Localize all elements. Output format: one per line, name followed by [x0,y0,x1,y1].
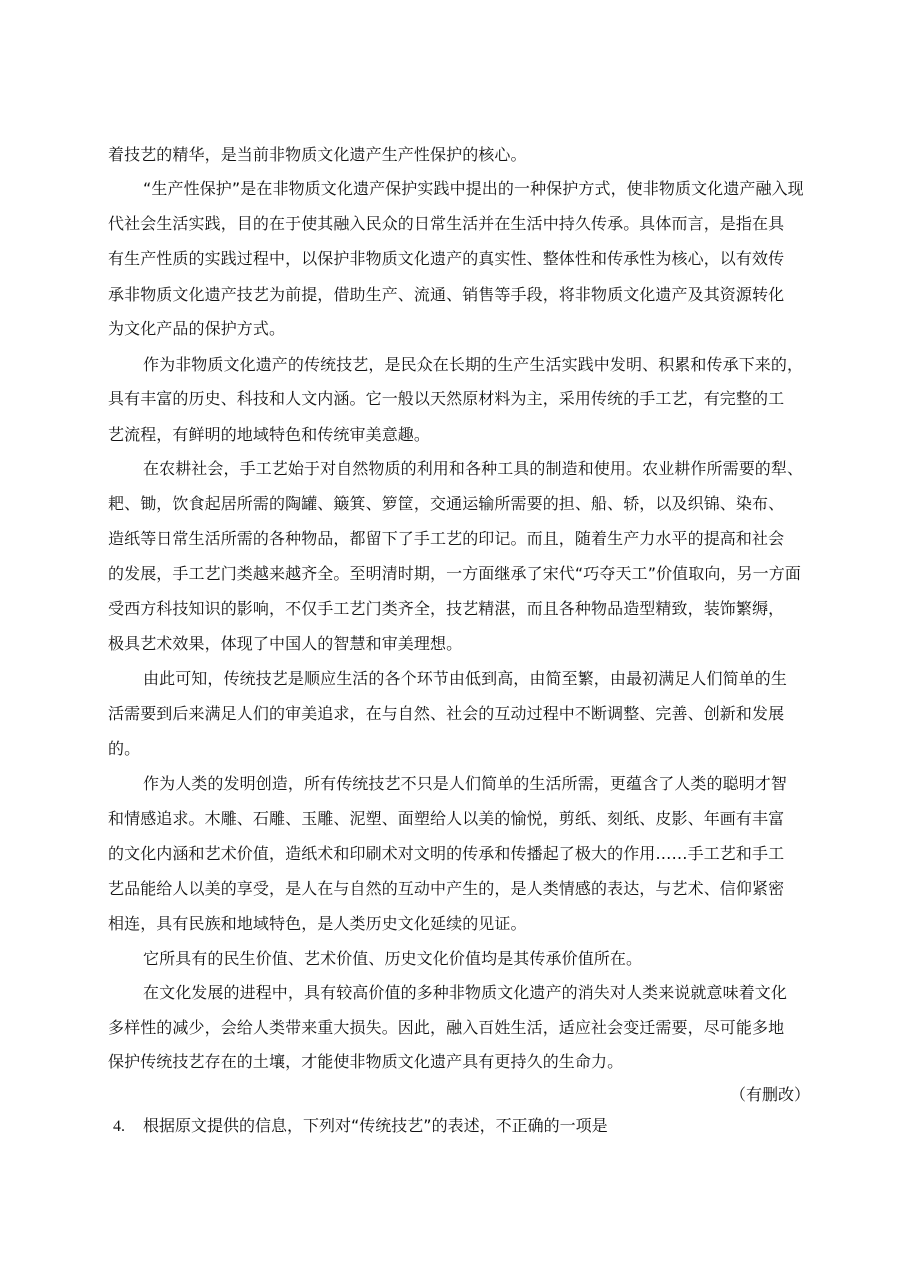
paragraph-line: 极具艺术效果，体现了中国人的智慧和审美理想。 [108,634,463,653]
paragraph-line: 造纸等日常生活所需的各种物品，都留下了手工艺的印记。而且，随着生产力水平的提高和社会 [108,529,785,548]
paragraph-line: 代社会生活实践，目的在于使其融入民众的日常生活并在生活中持久传承。具体而言，是指在具 [108,214,785,233]
paragraph-line: 活需要到后来满足人们的审美追求，在与自然、社会的互动过程中不断调整、完善、创新和发展 [108,704,785,723]
paragraph-line: 的文化内涵和艺术价值，造纸术和印刷术对文明的传承和传播起了极大的作用……手工艺和手工 [108,844,785,863]
paragraph-line: 艺流程，有鲜明的地域特色和传统审美意趣。 [108,425,431,444]
paragraph-line: 相连，具有民族和地域特色，是人类历史文化延续的见证。 [108,914,527,933]
paragraph-line: 艺品能给人以美的享受，是人在与自然的互动中产生的，是人类情感的表达，与艺术、信仰紧密 [108,879,785,898]
paragraph-line: 承非物质文化遗产技艺为前提，借助生产、流通、销售等手段，将非物质文化遗产及其资源转化 [108,285,785,304]
paragraph-line: 的发展，手工艺门类越来越齐全。至明清时期，一方面继承了宋代“巧夺天工”价值取向，另一方面 [108,564,801,583]
paragraph-line: 保护传统技艺存在的土壤，才能使非物质文化遗产具有更持久的生命力。 [108,1052,624,1071]
question-number: 4. [113,1118,125,1135]
paragraph-line: 作为人类的发明创造，所有传统技艺不只是人们简单的生活所需，更蕴含了人类的聪明才智 [143,774,788,793]
paragraph-line: 着技艺的精华，是当前非物质文化遗产生产性保护的核心。 [108,145,527,164]
paragraph-line: “生产性保护”是在非物质文化遗产保护实践中提出的一种保护方式，使非物质文化遗产融入现 [143,179,804,198]
paragraph-line: 由此可知，传统技艺是顺应生活的各个环节由低到高，由简至繁，由最初满足人们简单的生 [143,669,788,688]
paragraph-line: 和情感追求。木雕、石雕、玉雕、泥塑、面塑给人以美的愉悦，剪纸、刻纸、皮影、年画有丰富 [108,809,785,828]
question-text: 根据原文提供的信息，下列对“传统技艺”的表述，不正确的一项是 [143,1116,608,1135]
paragraph-line: 的。 [108,739,141,758]
paragraph-line: 作为非物质文化遗产的传统技艺，是民众在长期的生产生活实践中发明、积累和传承下来的， [143,355,804,374]
paragraph-line: 为文化产品的保护方式。 [108,319,286,338]
paragraph-line: 具有丰富的历史、科技和人文内涵。它一般以天然原材料为主，采用传统的手工艺，有完整的工 [108,389,785,408]
paragraph-line: 它所具有的民生价值、艺术价值、历史文化价值均是其传承价值所在。 [143,949,643,968]
paragraph-line: 在文化发展的进程中，具有较高价值的多种非物质文化遗产的消失对人类来说就意味着文化 [143,983,788,1002]
paragraph-line: 有生产性质的实践过程中，以保护非物质文化遗产的真实性、整体性和传承性为核心，以有效传 [108,249,785,268]
question-4 [113,1111,608,1141]
paragraph-line: 在农耕社会，手工艺始于对自然物质的利用和各种工具的制造和使用。农业耕作所需要的犁、 [143,459,804,478]
paragraph-line: 耙、锄，饮食起居所需的陶罐、簸箕、箩筐，交通运输所需要的担、船、轿，以及织锦、染布、 [108,494,785,513]
paragraph-line: 多样性的减少，会给人类带来重大损失。因此，融入百姓生活，适应社会变迁需要，尽可能多地 [108,1018,785,1037]
source-note: （有删改） [730,1085,811,1104]
paragraph-line: 受西方科技知识的影响，不仅手工艺门类齐全，技艺精湛，而且各种物品造型精致，装饰繁缛， [108,599,785,618]
